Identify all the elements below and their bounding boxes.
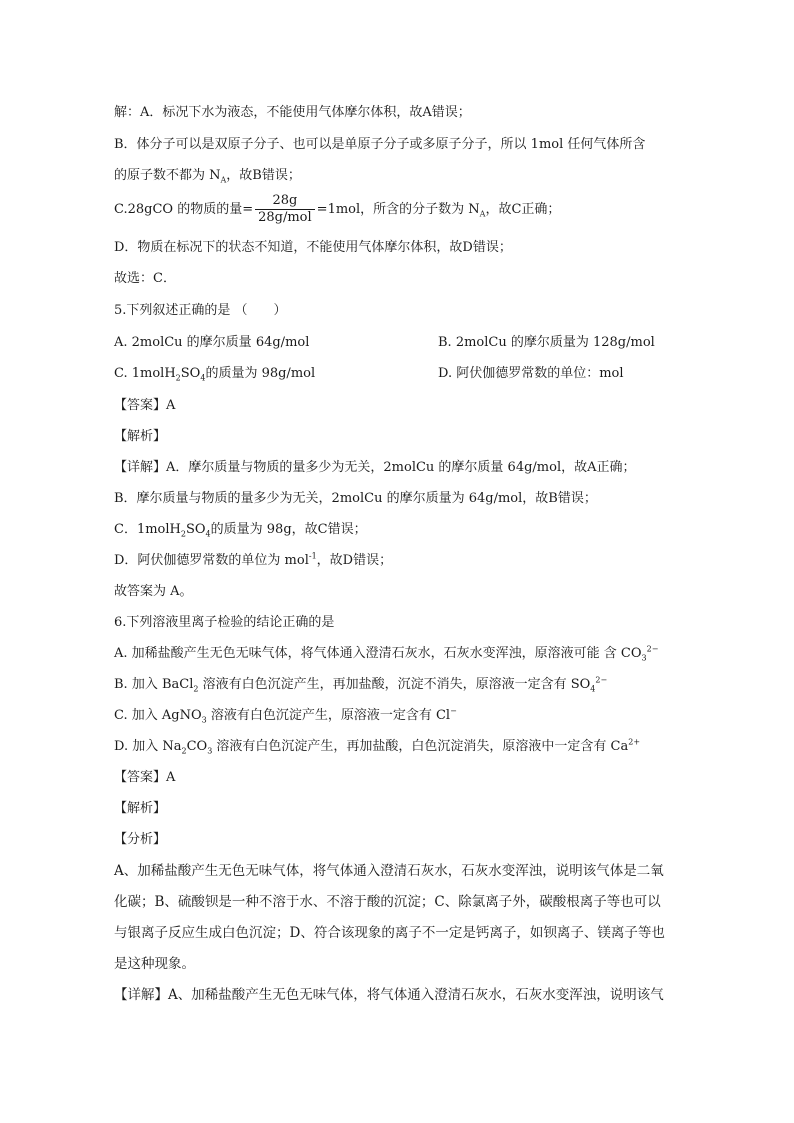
q5-detail-1: 【详解】A．摩尔质量与物质的量多少为无关，2molCu 的摩尔质量 64g/mol，故A正确； (114, 460, 636, 475)
q6-fenxi-line-1: A、加稀盐酸产生无色无味气体，将气体通入澄清石灰水，石灰水变浑浊，说明该气体是二氧 (114, 863, 664, 879)
q5-option-b: B. 2molCu 的摩尔质量为 128g/mol (438, 335, 655, 350)
q6-option-d: D. 加入 $Na_2CO_3$ 溶液有白色沉淀产生，再加盐酸，白色沉淀消失，原溶液中一定含有 $Ca^{2+}$ (114, 737, 641, 756)
q4-solution-line-5: D．物质在标况下的状态不知道，不能使用气体摩尔体积，故D错误； (114, 240, 512, 255)
q6-fenxi-line-4: 是这种现象。 (114, 956, 195, 972)
q4-solution-line-4: C.28gCO 的物质的量= $\frac{28g}{\text{28g/mol}}$ =1mol，所含的分子数为 $N_A$，故C正确； (114, 193, 561, 225)
q6-option-c: C. 加入 AgNO$_3$ 溶液有白色沉淀产生，原溶液一定含有 Cl− (114, 706, 457, 725)
fraction: $\frac{28g}{\text{28g/mol}}$ (255, 193, 315, 226)
q4-solution-line-6: 故选：C． (114, 271, 176, 286)
q5-detail-4: D．阿伏伽德罗常数的单位为 mol$^{-1}$，故D错误； (114, 551, 393, 568)
q6-answer: 【答案】A (114, 770, 176, 785)
q4-solution-line-2: B．体分子可以是双原子分子、也可以是单原子分子或多原子分子，所以 1mol 任何气体所含 (114, 137, 646, 152)
q6-option-a: A. 加稀盐酸产生无色无味气体，将气体通入澄清石灰水，石灰水变浑浊，原溶液可能 含 $CO_3^{2-}$ (114, 644, 659, 663)
q6-fenxi-line-3: 与银离子反应生成白色沉淀；D、符合该现象的离子不一定是钙离子，如钡离子、镁离子等也 (114, 925, 665, 941)
q6-stem: 6.下列溶液里离子检验的结论正确的是 (114, 615, 335, 630)
q5-option-a: A. 2molCu 的摩尔质量 64g/mol (114, 335, 310, 350)
q5-stem: 5.下列叙述正确的是 （ ） (114, 303, 287, 318)
q6-fenxi-label: 【分析】 (114, 832, 167, 847)
q5-option-d: D. 阿伏伽德罗常数的单位：mol (438, 366, 624, 381)
q6-fenxi-line-2: 化碳；B、硫酸钡是一种不溶于水、不溶于酸的沉淀；C、除氯离子外，碳酸根离子等也可以 (114, 894, 661, 910)
q6-analysis-label: 【解析】 (114, 801, 167, 816)
q6-detail-1: 【详解】A、加稀盐酸产生无色无味气体，将气体通入澄清石灰水，石灰水变浑浊，说明该气 (114, 987, 664, 1003)
q5-option-c: C. $1molH_2SO_4$的质量为 98g/mol (114, 366, 316, 383)
q5-detail-3: C．$1molH_2SO_4$的质量为 98g，故C错误； (114, 522, 367, 539)
q4-solution-line-1: 解：A．标况下水为液态，不能使用气体摩尔体积，故A错误； (114, 105, 471, 120)
q5-conclusion: 故答案为 A。 (114, 584, 193, 599)
q4-solution-line-3: 的原子数不都为 $N_A$，故B错误； (114, 168, 301, 185)
q5-detail-2: B．摩尔质量与物质的量多少为无关，2molCu 的摩尔质量为 64g/mol，故B错误； (114, 491, 597, 506)
q5-analysis-label: 【解析】 (114, 429, 167, 444)
q5-answer: 【答案】A (114, 398, 176, 413)
q6-option-b: B. 加入 BaCl$_2$ 溶液有白色沉淀产生，再加盐酸，沉淀不消失，原溶液一定含有 $SO_4^{2-}$ (114, 675, 608, 694)
